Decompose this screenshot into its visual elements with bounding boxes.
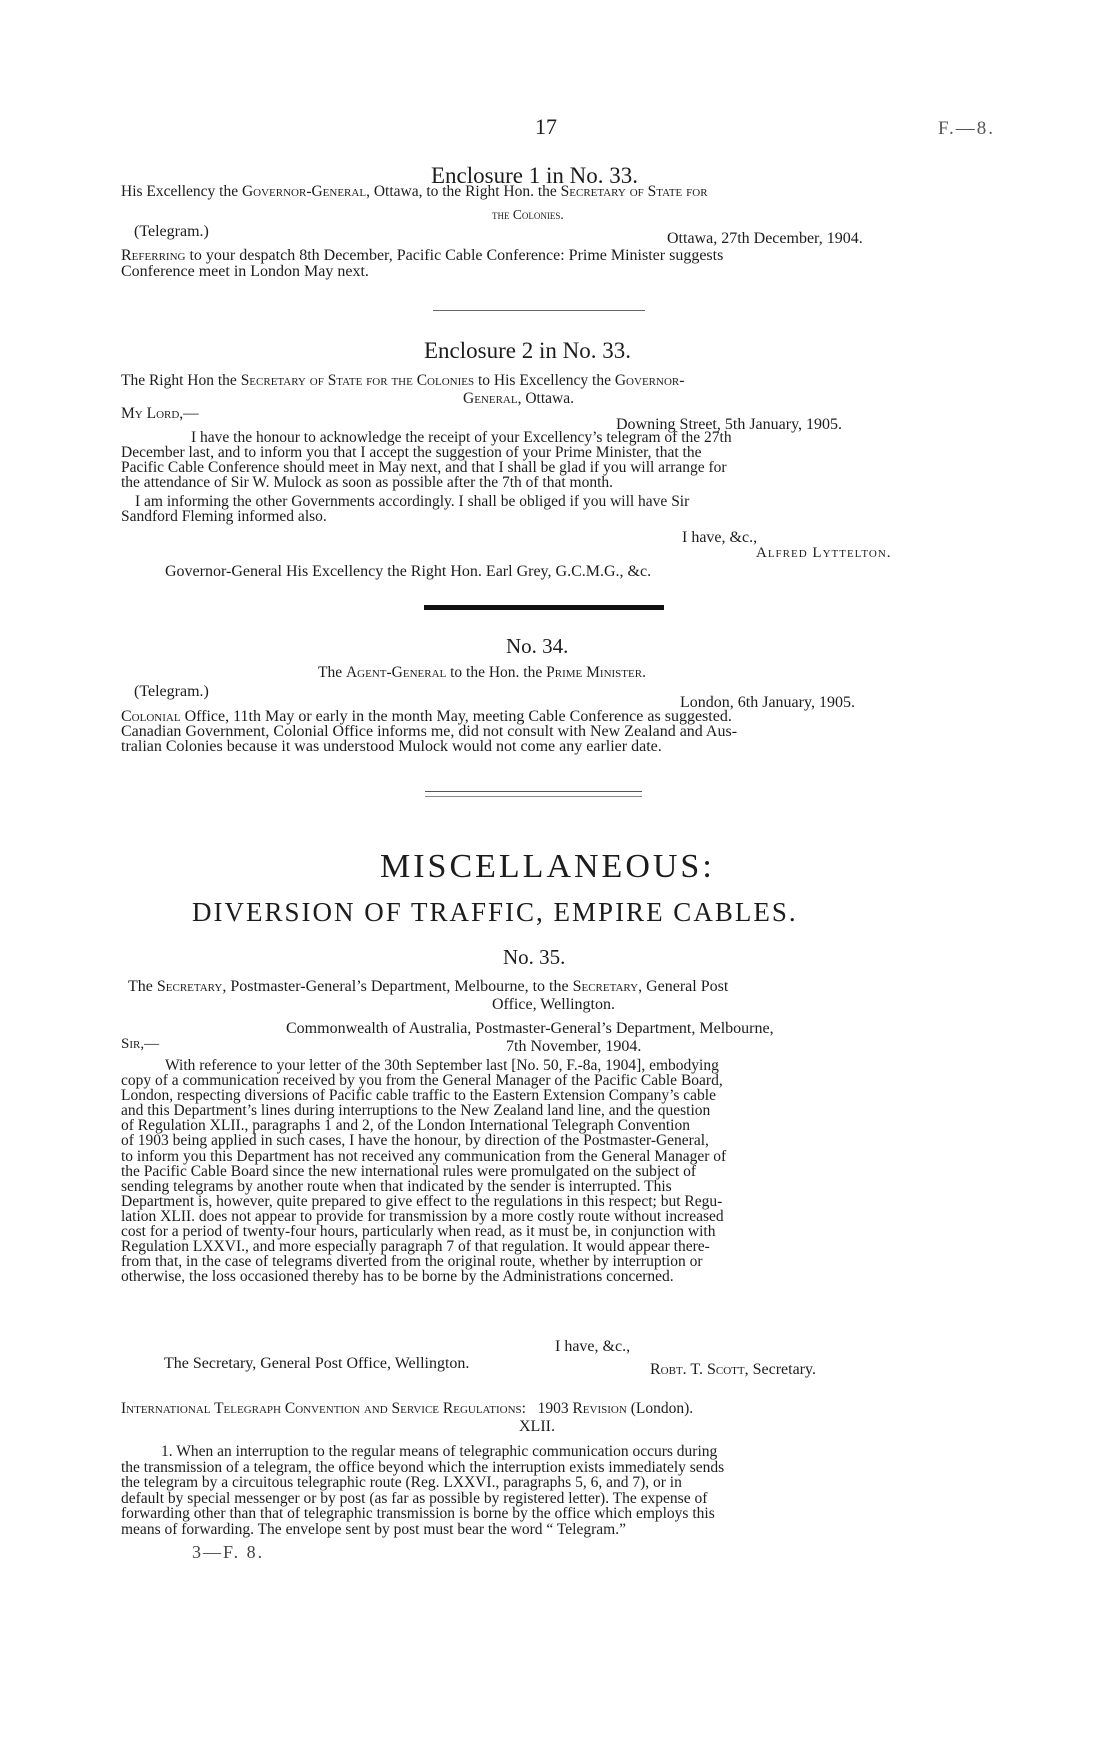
regulations-number: XLII. (519, 1418, 555, 1435)
enclosure-2-signature: Alfred Lyttelton. (756, 545, 892, 561)
enclosure-1-address-line2: the Colonies. (492, 207, 564, 222)
no-35-origin: Commonwealth of Australia, Postmaster-General’s Department, Melbourne, (286, 1020, 774, 1037)
no-35-closing: I have, &c., (555, 1338, 631, 1355)
no-34-title: No. 34. (506, 634, 569, 658)
enclosure-1-body-line2: Conference meet in London May next. (121, 263, 369, 280)
enclosure-2-address-line2: General, Ottawa. (463, 390, 574, 407)
no-35-salutation: Sir,— (121, 1036, 160, 1052)
divider-rule-double-a (425, 791, 642, 792)
divider-rule-double-b (425, 796, 642, 797)
no-35-body: With reference to your letter of the 30th September last [No. 50, F.-8a, 1904], embodying copy of a communication received by you from the General Manager of the Pacific Cable Board, London, respecting diversions of Pacific cable traffic to the Eastern Extension Company’s cable and this Department’s lines during interruptions to the New Zealand land line, and the question of Regulation XLII., paragraphs 1 and 2, of the London International Telegraph Convention of 1903 being applied in such cases, I have the honour, by direction of the Postmaster-General, to inform you this Department has not received any communication from the General Manager of the Pacific Cable Board since the new international rules were promulgated on the subject of sending telegrams by another route when that indicated by the sender is interrupted. This Department is, however, quite prepared to give effect to the regulations in this respect; but Regu- lation XLII. does not appear to provide for transmission by a more costly route without increased cost for a period of twenty-four hours, particularly when read, as it must be, in conjunction with Regulation LXXVI., and more especially paragraph 7 of that regulation. It would appear there- from that, in the case of telegrams diverted from the original route, whether by interruption or otherwise, the loss occasioned thereby has to be borne by the Administrations concerned. (121, 1057, 727, 1286)
enclosure-2-closing: I have, &c., (682, 529, 758, 546)
enclosure-1-address: His Excellency the Governor-General, Ottawa, to the Right Hon. the Secretary of State for (121, 183, 708, 200)
no-34-body: Colonial Office, 11th May or early in the month May, meeting Cable Conference as suggested. Canadian Government, Colonial Office informs me, did not consult with New Zealand and Aus- tralian Colonies because it was understood Mulock would not come any earlier date. (121, 708, 738, 755)
enclosure-1-place-date: Ottawa, 27th December, 1904. (667, 230, 863, 247)
enclosure-2-recipient: Governor-General His Excellency the Right Hon. Earl Grey, G.C.M.G., &c. (165, 563, 652, 580)
paper-reference: F.—8. (938, 118, 996, 139)
section-rule-thick (424, 605, 664, 610)
enclosure-2-salutation: My Lord,— (121, 405, 199, 422)
no-34-address: The Agent-General to the Hon. the Prime Minister. (318, 664, 646, 681)
no-35-title: No. 35. (503, 945, 566, 969)
no-35-address: The Secretary, Postmaster-General’s Department, Melbourne, to the Secretary, General Post (128, 978, 729, 995)
no-35-recipient: The Secretary, General Post Office, Wellington. (164, 1355, 470, 1372)
enclosure-1-body-line1: Referring to your despatch 8th December, Pacific Cable Conference: Prime Minister suggests (121, 247, 724, 264)
enclosure-1-title: Enclosure 1 in No. 33. (431, 163, 638, 188)
enclosure-2-body: I have the honour to acknowledge the receipt of your Excellency’s telegram of the 27th December last, and to inform you that I accept the suggestion of your Prime Minister, that the Pacific Cable Conference should meet in May next, and that I shall be glad if you will arrange for the attendance of Sir W. Mulock as soon as possible after the 7th of that month. I am informing the other Governments accordingly. I shall be obliged if you will have Sir Sandford Fleming informed also. (121, 429, 732, 525)
no-35-signature: Robt. T. Scott, Secretary. (650, 1361, 816, 1378)
no-34-place-date: London, 6th January, 1905. (680, 694, 855, 711)
regulations-heading: International Telegraph Convention and Service Regulations: 1903 Revision (London). (121, 1400, 694, 1417)
enclosure-1-telegram: (Telegram.) (134, 223, 209, 240)
enclosure-2-title: Enclosure 2 in No. 33. (424, 338, 631, 363)
no-35-date: 7th November, 1904. (506, 1038, 642, 1055)
enclosure-2-address: The Right Hon the Secretary of State for the Colonies to His Excellency the Governor- (121, 372, 685, 389)
footer-signature-mark: 3—F. 8. (192, 1542, 265, 1562)
misc-heading: MISCELLANEOUS: (380, 848, 715, 885)
no-34-telegram: (Telegram.) (134, 683, 209, 700)
enclosure-2-place-date: Downing Street, 5th January, 1905. (616, 416, 843, 433)
misc-subheading: DIVERSION OF TRAFFIC, EMPIRE CABLES. (192, 897, 798, 927)
no-35-address-line2: Office, Wellington. (492, 996, 615, 1013)
regulations-body: 1. When an interruption to the regular means of telegraphic communication occurs during the transmission of a telegram, the office beyond which the interruption exists immediately sends the telegram by a circuitous telegraphic route (Reg. LXXVI., paragraphs 5, 6, and 7), or in default by special messenger or by post (as far as possible by registered letter). The expense of forwarding other than that of telegraphic transmission is borne by the office which employs this means of forwarding. The envelope sent by post must bear the word “ Telegram.” (121, 1443, 725, 1538)
page-number: 17 (535, 114, 557, 139)
divider-rule (433, 310, 645, 311)
